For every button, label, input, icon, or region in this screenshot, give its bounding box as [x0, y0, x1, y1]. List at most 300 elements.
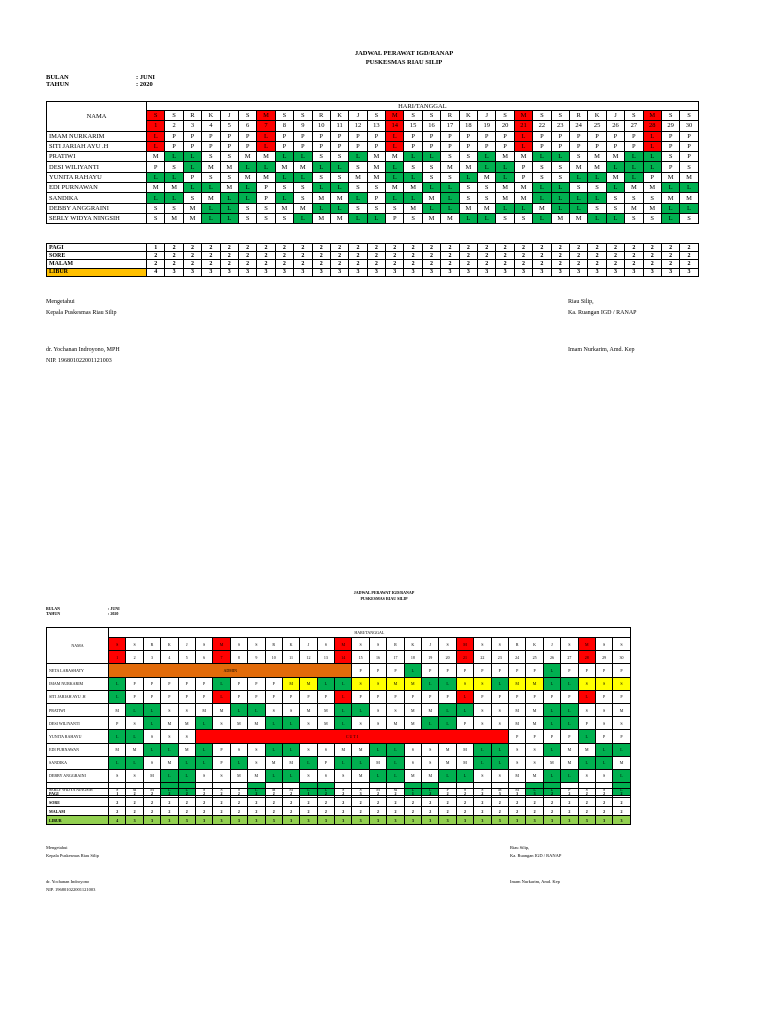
summary-value: 2	[367, 252, 385, 260]
summary-value: 2	[349, 252, 367, 260]
shift-cell: M	[294, 162, 312, 172]
sheet1-subtitle: PUSKESMAS RIAU SILIP	[365, 59, 443, 66]
shift-cell: M	[367, 172, 385, 182]
shift-cell: S	[514, 213, 532, 223]
shift-cell: L	[478, 162, 496, 172]
summary-value: 3	[386, 268, 404, 276]
place-text: Riau Silip,	[568, 299, 594, 305]
shift-cell: M	[317, 703, 334, 716]
day-header: S	[317, 638, 334, 651]
summary-value: 2	[352, 798, 369, 807]
shift-cell: P	[367, 193, 385, 203]
shift-cell: S	[367, 203, 385, 213]
shift-cell: L	[491, 743, 508, 756]
summary-value: 2	[161, 798, 178, 807]
shift-cell: L	[422, 152, 440, 162]
date-header: 10	[312, 121, 330, 131]
date-header: 24	[508, 651, 525, 664]
table-row	[47, 141, 699, 151]
nurse-name: SANDIKA	[47, 756, 109, 769]
shift-cell: P	[422, 664, 439, 677]
shift-cell: M	[478, 172, 496, 182]
summary-value: 3	[569, 268, 587, 276]
shift-cell: S	[178, 730, 195, 743]
shift-cell: L	[369, 743, 386, 756]
shift-cell: L	[543, 664, 560, 677]
shift-cell: L	[595, 756, 612, 769]
day-header: R	[387, 638, 404, 651]
shift-cell: M	[491, 783, 508, 796]
shift-cell: L	[478, 213, 496, 223]
shift-cell: M	[456, 743, 473, 756]
summary-value: 2	[474, 789, 491, 798]
summary-value: 3	[422, 268, 440, 276]
shift-cell: L	[441, 183, 459, 193]
summary-value: 2	[183, 252, 201, 260]
day-header: R	[183, 111, 201, 121]
summary-value: 2	[474, 807, 491, 816]
cuti-span: C U T I	[195, 730, 508, 743]
shift-cell: S	[220, 172, 238, 182]
shift-cell: L	[643, 141, 661, 151]
summary-value: 2	[387, 807, 404, 816]
date-header: 16	[422, 121, 440, 131]
shift-cell: L	[202, 203, 220, 213]
sheet2-schedule-table	[46, 627, 631, 796]
shift-cell: P	[569, 141, 587, 151]
shift-cell: M	[588, 152, 606, 162]
summary-value: 2	[561, 789, 578, 798]
day-header: K	[202, 111, 220, 121]
shift-cell: S	[220, 152, 238, 162]
shift-cell: P	[456, 717, 473, 730]
shift-cell: S	[478, 193, 496, 203]
summary-value: 2	[508, 798, 525, 807]
shift-cell: S	[595, 769, 612, 782]
summary-value: 2	[551, 252, 569, 260]
shift-cell: L	[109, 677, 126, 690]
shift-cell: L	[514, 203, 532, 213]
date-header: 17	[441, 121, 459, 131]
shift-cell: M	[330, 213, 348, 223]
mengetahui-text-2: Mengetahui	[46, 845, 68, 850]
shift-cell: M	[230, 769, 247, 782]
shift-cell: S	[300, 743, 317, 756]
shift-cell: P	[126, 677, 143, 690]
day-header: M	[514, 111, 532, 121]
day-header: K	[459, 111, 477, 121]
summary-value: 2	[625, 260, 643, 268]
shift-cell: S	[459, 152, 477, 162]
summary-value: 2	[478, 260, 496, 268]
summary-value: 2	[606, 260, 624, 268]
nurse-name: EDI PURNAWAN	[47, 183, 147, 193]
shift-cell: L	[551, 203, 569, 213]
shift-cell: S	[459, 193, 477, 203]
shift-cell: M	[514, 152, 532, 162]
summary-value: 2	[561, 807, 578, 816]
shift-cell: S	[126, 769, 143, 782]
shift-cell: L	[474, 756, 491, 769]
shift-cell: L	[178, 769, 195, 782]
shift-cell: P	[551, 131, 569, 141]
shift-cell: S	[474, 677, 491, 690]
summary-value: 3	[441, 268, 459, 276]
date-header: 4	[161, 651, 178, 664]
shift-cell: M	[178, 717, 195, 730]
shift-cell: P	[543, 730, 560, 743]
shift-cell: S	[613, 717, 630, 730]
shift-cell: M	[459, 203, 477, 213]
summary-value: 2	[533, 260, 551, 268]
shift-cell: L	[143, 703, 160, 716]
shift-cell: M	[422, 769, 439, 782]
summary-value: 2	[248, 807, 265, 816]
summary-value: 3	[294, 268, 312, 276]
shift-cell: L	[126, 756, 143, 769]
shift-cell: L	[165, 172, 183, 182]
shift-cell: P	[282, 690, 299, 703]
summary-value: 2	[282, 789, 299, 798]
shift-cell: L	[680, 183, 698, 193]
shift-cell: L	[404, 664, 421, 677]
shift-cell: P	[230, 677, 247, 690]
table-row	[47, 677, 631, 690]
shift-cell: S	[456, 677, 473, 690]
shift-cell: L	[595, 743, 612, 756]
shift-cell: P	[595, 730, 612, 743]
summary-value: 2	[543, 789, 560, 798]
summary-value: 2	[588, 252, 606, 260]
summary-value: 2	[543, 798, 560, 807]
shift-cell: S	[352, 783, 369, 796]
summary-value: 2	[165, 244, 183, 252]
summary-value: 3	[578, 816, 595, 825]
kepala-nip: NIP. 196801022001121003	[46, 358, 112, 364]
shift-cell: M	[613, 703, 630, 716]
shift-cell: L	[220, 213, 238, 223]
shift-cell: L	[195, 743, 212, 756]
summary-value: 2	[109, 807, 126, 816]
day-header: S	[404, 111, 422, 121]
day-header: S	[109, 638, 126, 651]
summary-value: 2	[230, 798, 247, 807]
shift-cell: L	[404, 152, 422, 162]
date-header: 25	[526, 651, 543, 664]
shift-cell: P	[386, 213, 404, 223]
summary-value: 3	[491, 789, 508, 798]
summary-label: MALAM	[47, 260, 147, 268]
sheet1-meta	[46, 74, 155, 88]
summary-value: 2	[238, 260, 256, 268]
shift-cell: S	[213, 717, 230, 730]
shift-cell: S	[349, 162, 367, 172]
tahun-value-2: : 2020	[108, 611, 119, 616]
summary-value: 3	[588, 268, 606, 276]
shift-cell: S	[526, 743, 543, 756]
shift-cell: S	[275, 213, 293, 223]
shift-cell: L	[352, 703, 369, 716]
shift-cell: L	[126, 703, 143, 716]
nurse-name: YUNITA RAHAYU	[47, 172, 147, 182]
day-header: M	[643, 111, 661, 121]
summary-value: 2	[478, 252, 496, 260]
day-header: R	[569, 111, 587, 121]
shift-cell: L	[533, 152, 551, 162]
shift-cell: P	[294, 141, 312, 151]
shift-cell: L	[126, 730, 143, 743]
day-header: S	[661, 111, 679, 121]
summary-value: 2	[248, 798, 265, 807]
shift-cell: L	[300, 783, 317, 796]
shift-cell: M	[508, 717, 525, 730]
shift-cell: M	[183, 213, 201, 223]
shift-cell: L	[569, 203, 587, 213]
day-header: S	[595, 638, 612, 651]
summary-value: 2	[317, 798, 334, 807]
summary-value: 1	[300, 789, 317, 798]
shift-cell: M	[335, 743, 352, 756]
shift-cell: P	[404, 141, 422, 151]
shift-cell: P	[588, 131, 606, 141]
shift-cell: M	[514, 183, 532, 193]
table-row	[47, 152, 699, 162]
summary-value: 2	[496, 244, 514, 252]
day-header: K	[330, 111, 348, 121]
summary-value: 3	[595, 816, 612, 825]
summary-value: 2	[386, 252, 404, 260]
day-header: M	[335, 638, 352, 651]
shift-cell: P	[478, 141, 496, 151]
date-header: 21	[456, 651, 473, 664]
table-row	[47, 172, 699, 182]
sheet2-subtitle: PUSKESMAS RIAU SILIP	[360, 596, 408, 601]
shift-cell: P	[147, 162, 165, 172]
summary-value: 2	[533, 252, 551, 260]
summary-value: 3	[220, 268, 238, 276]
day-header: S	[275, 111, 293, 121]
summary-value: 2	[456, 807, 473, 816]
table-row	[47, 162, 699, 172]
date-header: 11	[282, 651, 299, 664]
summary-value: 2	[369, 789, 386, 798]
kepala-nip-2: NIP. 196801022001121003	[46, 887, 96, 892]
shift-cell: P	[165, 141, 183, 151]
shift-cell: P	[178, 690, 195, 703]
shift-cell: L	[143, 743, 160, 756]
summary-value: 2	[491, 807, 508, 816]
shift-cell: L	[625, 162, 643, 172]
shift-cell: P	[317, 756, 334, 769]
table-row	[47, 690, 631, 703]
shift-cell: M	[369, 756, 386, 769]
shift-cell: P	[330, 131, 348, 141]
shift-cell: P	[404, 131, 422, 141]
shift-cell: L	[386, 172, 404, 182]
shift-cell: L	[312, 183, 330, 193]
shift-cell: M	[294, 203, 312, 213]
summary-value: 2	[282, 798, 299, 807]
shift-cell: P	[161, 690, 178, 703]
date-header: 5	[178, 651, 195, 664]
shift-cell: M	[248, 769, 265, 782]
shift-cell: P	[387, 690, 404, 703]
shift-cell: S	[404, 213, 422, 223]
summary-label: SORE	[47, 798, 109, 807]
summary-value: 2	[369, 807, 386, 816]
summary-value: 2	[275, 260, 293, 268]
shift-cell: S	[294, 193, 312, 203]
shift-cell: L	[248, 703, 265, 716]
shift-cell: S	[551, 172, 569, 182]
date-header: 26	[606, 121, 624, 131]
shift-cell: L	[330, 203, 348, 213]
shift-cell: S	[496, 213, 514, 223]
shift-cell: P	[561, 664, 578, 677]
shift-cell: M	[202, 162, 220, 172]
summary-value: 3	[257, 268, 275, 276]
summary-value: 2	[508, 807, 525, 816]
shift-cell: M	[282, 677, 299, 690]
summary-value: 2	[265, 798, 282, 807]
shift-cell: P	[183, 141, 201, 151]
summary-value: 4	[109, 816, 126, 825]
summary-value: 2	[147, 252, 165, 260]
shift-cell: S	[491, 769, 508, 782]
shift-cell: L	[213, 690, 230, 703]
shift-cell: M	[680, 193, 698, 203]
shift-cell: P	[578, 664, 595, 677]
date-header: 17	[387, 651, 404, 664]
shift-cell: L	[386, 162, 404, 172]
shift-cell: M	[143, 783, 160, 796]
nurse-name: NETA LARASHATY	[47, 664, 109, 677]
shift-cell: M	[404, 677, 421, 690]
summary-value: 2	[459, 244, 477, 252]
shift-cell: L	[661, 183, 679, 193]
shift-cell: L	[569, 172, 587, 182]
summary-value: 2	[265, 789, 282, 798]
shift-cell: P	[165, 131, 183, 141]
summary-value: 2	[625, 252, 643, 260]
shift-cell: L	[404, 783, 421, 796]
shift-cell: L	[294, 172, 312, 182]
shift-cell: L	[439, 717, 456, 730]
summary-value: 3	[478, 268, 496, 276]
shift-cell: P	[238, 141, 256, 151]
summary-value: 2	[661, 244, 679, 252]
date-header: 13	[317, 651, 334, 664]
shift-cell: S	[680, 213, 698, 223]
summary-value: 2	[606, 252, 624, 260]
day-header: M	[257, 111, 275, 121]
shift-cell: P	[312, 131, 330, 141]
shift-cell: M	[230, 717, 247, 730]
shift-cell: M	[282, 756, 299, 769]
shift-cell: L	[248, 783, 265, 796]
summary-value: 2	[195, 807, 212, 816]
shift-cell: S	[202, 172, 220, 182]
day-header: M	[578, 638, 595, 651]
summary-label: SORE	[47, 252, 147, 260]
shift-cell: S	[422, 172, 440, 182]
sheet1-left-signature	[46, 297, 120, 367]
summary-value: 3	[439, 816, 456, 825]
shift-cell: L	[161, 783, 178, 796]
shift-cell: L	[282, 717, 299, 730]
summary-value: 3	[422, 816, 439, 825]
summary-label: PAGI	[47, 789, 109, 798]
nurse-name: DESI WILIYANTI	[47, 717, 109, 730]
shift-cell: S	[508, 756, 525, 769]
summary-value: 2	[441, 244, 459, 252]
summary-value: 2	[439, 798, 456, 807]
shift-cell: M	[183, 203, 201, 213]
summary-value: 2	[422, 807, 439, 816]
shift-cell: L	[543, 717, 560, 730]
shift-cell: M	[533, 203, 551, 213]
summary-value: 2	[613, 789, 630, 798]
shift-cell: S	[606, 193, 624, 203]
shift-cell: S	[230, 783, 247, 796]
summary-value: 3	[625, 268, 643, 276]
summary-value: 2	[595, 807, 612, 816]
summary-value: 2	[220, 260, 238, 268]
day-header: M	[386, 111, 404, 121]
day-header: K	[588, 111, 606, 121]
shift-cell: M	[165, 183, 183, 193]
date-header: 8	[230, 651, 247, 664]
summary-value: 2	[317, 807, 334, 816]
shift-cell: L	[265, 769, 282, 782]
shift-cell: M	[496, 183, 514, 193]
day-header: S	[195, 638, 212, 651]
shift-cell: S	[474, 769, 491, 782]
shift-cell: P	[526, 664, 543, 677]
shift-cell: M	[312, 193, 330, 203]
shift-cell: P	[213, 743, 230, 756]
summary-value: 2	[183, 244, 201, 252]
sheet1-summary-table	[46, 243, 699, 277]
summary-value: 2	[625, 244, 643, 252]
summary-value: 2	[404, 807, 421, 816]
place-text-2: Riau Silip,	[510, 845, 530, 850]
shift-cell: P	[661, 162, 679, 172]
shift-cell: L	[300, 756, 317, 769]
summary-value: 2	[312, 244, 330, 252]
shift-cell: L	[178, 756, 195, 769]
table-row	[47, 703, 631, 716]
shift-cell: S	[606, 203, 624, 213]
shift-cell: P	[349, 141, 367, 151]
shift-cell: S	[367, 183, 385, 193]
date-header: 18	[404, 651, 421, 664]
shift-cell: P	[496, 141, 514, 151]
date-header: 11	[330, 121, 348, 131]
summary-value: 2	[349, 244, 367, 252]
summary-value: 3	[349, 268, 367, 276]
shift-cell: L	[161, 743, 178, 756]
day-header: K	[404, 638, 421, 651]
summary-value: 3	[213, 816, 230, 825]
summary-value: 3	[300, 816, 317, 825]
shift-cell: P	[491, 664, 508, 677]
shift-cell: L	[625, 152, 643, 162]
summary-value: 2	[661, 260, 679, 268]
shift-cell: L	[109, 690, 126, 703]
summary-value: 1	[147, 244, 165, 252]
day-header: S	[147, 111, 165, 121]
